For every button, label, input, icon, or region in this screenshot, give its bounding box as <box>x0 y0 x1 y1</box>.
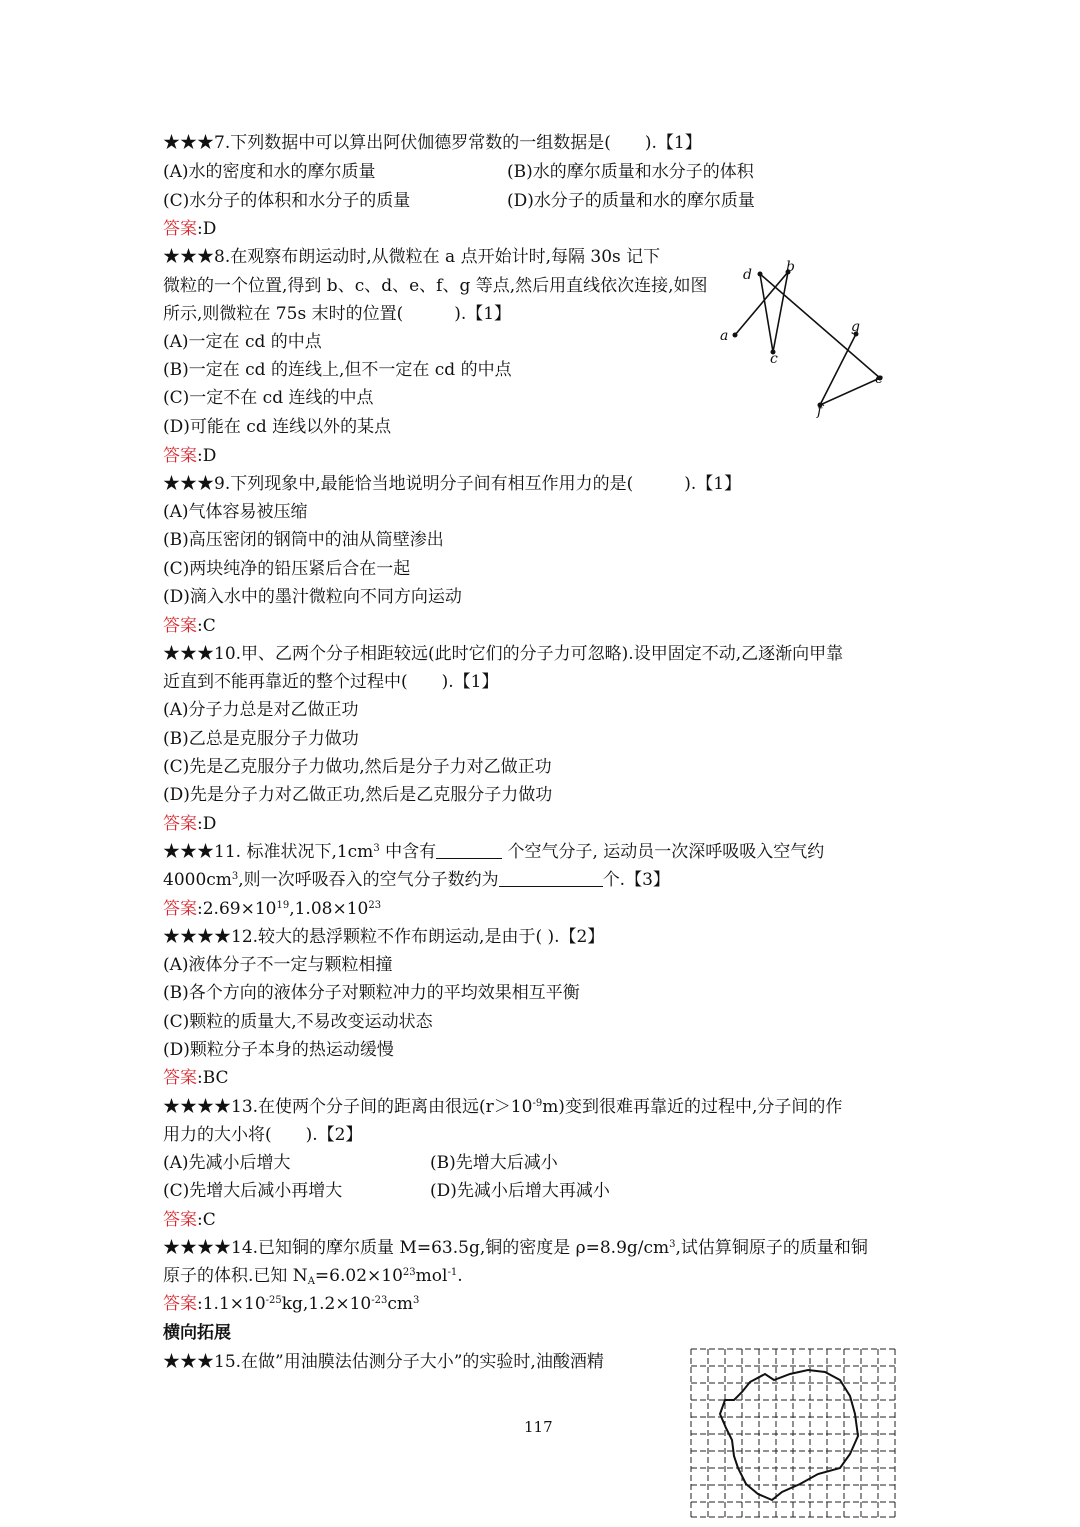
answer-label: 答案 <box>163 1068 197 1088</box>
label-c: c <box>770 351 778 367</box>
label-g: g <box>851 319 860 335</box>
answer-label: 答案 <box>163 814 197 834</box>
answer-value: :BC <box>197 1068 229 1088</box>
q12-option-a: (A)液体分子不一定与颗粒相撞 <box>163 955 393 975</box>
q12-answer <box>163 1066 229 1090</box>
answer-value: :C <box>197 1210 216 1230</box>
q10-option-b: (B)乙总是克服分子力做功 <box>163 729 359 749</box>
q12-option-c: (C)颗粒的质量大,不易改变运动状态 <box>163 1012 433 1032</box>
answer-label: 答案 <box>163 219 197 239</box>
q8-stem-line3: 所示,则微粒在 75s 末时的位置( ).【1】 <box>163 304 512 324</box>
page-number: 117 <box>524 1418 553 1436</box>
q10-option-d: (D)先是分子力对乙做正功,然后是乙克服分子力做功 <box>163 785 553 805</box>
q9-option-a: (A)气体容易被压缩 <box>163 502 308 522</box>
q11-answer: 答案$:2.69\times 10^{19},1.08\times 10^{23}$ <box>163 899 382 919</box>
q9-stem: ★★★9.下列现象中,最能恰当地说明分子间有相互作用力的是( ).【1】 <box>163 474 742 494</box>
q13-stem-line1: ★★★★13.在使两个分子间的距离由很远$(r>10^{-9}m)$变到很难再靠近的过程中,分子间的作 <box>163 1097 843 1117</box>
q13-stem-line2: 用力的大小将( ).【2】 <box>163 1125 363 1145</box>
q13-option-a: (A)先减小后增大 <box>163 1153 291 1173</box>
q10-answer <box>163 812 216 836</box>
answer-label: 答案 <box>163 899 197 919</box>
brownian-path-figure <box>710 255 900 425</box>
q9-option-c: (C)两块纯净的铅压紧后合在一起 <box>163 559 411 579</box>
fill-blank-2[interactable] <box>499 870 603 887</box>
q8-answer <box>163 444 216 468</box>
q7-stem: ★★★7.下列数据中可以算出阿伏伽德罗常数的一组数据是( ).【1】 <box>163 133 702 153</box>
q12-stem: ★★★★12.较大的悬浮颗粒不作布朗运动,是由于( ).【2】 <box>163 927 605 947</box>
q11-stem-line2: $4000cm^3$,则一次呼吸吞入的空气分子数约为 个.【3】 <box>163 870 670 890</box>
q12-option-d: (D)颗粒分子本身的热运动缓慢 <box>163 1040 394 1060</box>
q7-option-c: (C)水分子的体积和水分子的质量 <box>163 191 411 211</box>
label-e: e <box>875 371 884 387</box>
q8-option-d: (D)可能在 cd 连线以外的某点 <box>163 417 392 437</box>
point-d <box>758 272 763 277</box>
answer-value: :D <box>197 219 217 239</box>
answer-label: 答案 <box>163 446 197 466</box>
oil-film-outline <box>720 1370 858 1500</box>
q10-stem-line1: ★★★10.甲、乙两个分子相距较远(此时它们的分子力可忽略).设甲固定不动,乙逐渐向甲靠 <box>163 644 844 664</box>
q10-stem-line2: 近直到不能再靠近的整个过程中( ).【1】 <box>163 672 499 692</box>
q9-answer <box>163 614 216 638</box>
answer-label: 答案 <box>163 616 197 636</box>
oil-film-grid-figure <box>690 1348 896 1518</box>
q12-option-b: (B)各个方向的液体分子对颗粒冲力的平均效果相互平衡 <box>163 983 580 1003</box>
q13-option-b: (B)先增大后减小 <box>430 1153 558 1173</box>
q10-option-c: (C)先是乙克服分子力做功,然后是分子力对乙做正功 <box>163 757 552 777</box>
q9-option-b: (B)高压密闭的钢筒中的油从筒壁渗出 <box>163 530 444 550</box>
label-f: f <box>817 403 823 419</box>
q7-answer <box>163 217 216 241</box>
brownian-path <box>735 272 880 405</box>
answer-value: :D <box>197 814 217 834</box>
q8-stem-line1: ★★★8.在观察布朗运动时,从微粒在 a 点开始计时,每隔 30s 记下 <box>163 247 661 267</box>
answer-label: 答案 <box>163 1210 197 1230</box>
q11-stem-line1: ★★★11. 标准状况下$,1cm^3$ 中含有 个空气分子, 运动员一次深呼吸吸入空气约 <box>163 842 825 862</box>
answer-value: :C <box>197 616 216 636</box>
answer-label: 答案 <box>163 1294 197 1314</box>
label-a: a <box>720 328 729 344</box>
q14-answer: 答案$:1.1\times 10^{-25}kg,1.2\times 10^{-23}cm^3$ <box>163 1294 420 1314</box>
q7-option-b: (B)水的摩尔质量和水分子的体积 <box>507 162 754 182</box>
q15-stem: ★★★15.在做”用油膜法估测分子大小”的实验时,油酸酒精 <box>163 1352 604 1372</box>
section-heading: 横向拓展 <box>163 1323 231 1343</box>
q10-option-a: (A)分子力总是对乙做正功 <box>163 700 359 720</box>
point-a <box>733 333 738 338</box>
q8-stem-line2: 微粒的一个位置,得到 b、c、d、e、f、g 等点,然后用直线依次连接,如图 <box>163 276 708 296</box>
q14-stem-line1: ★★★★14.已知铜的摩尔质量 M=63.5g,铜的密度是 $\rho=8.9g/cm^3$,试估算铜原子的质量和铜 <box>163 1238 868 1258</box>
q13-option-d: (D)先减小后增大再减小 <box>430 1181 610 1201</box>
q8-option-c: (C)一定不在 cd 连线的中点 <box>163 388 374 408</box>
answer-value: :D <box>197 446 217 466</box>
q13-option-c: (C)先增大后减小再增大 <box>163 1181 343 1201</box>
label-b: b <box>786 259 795 275</box>
q13-answer <box>163 1208 216 1232</box>
fill-blank-1[interactable] <box>436 842 502 859</box>
q8-option-a: (A)一定在 cd 的中点 <box>163 332 322 352</box>
q9-option-d: (D)滴入水中的墨汁微粒向不同方向运动 <box>163 587 462 607</box>
q8-option-b: (B)一定在 cd 的连线上,但不一定在 cd 的中点 <box>163 360 512 380</box>
q14-stem-line2: 原子的体积.已知 $N_A=6.02\times 10^{23}mol^{-1}$. <box>163 1266 463 1287</box>
q7-option-a: (A)水的密度和水的摩尔质量 <box>163 162 376 182</box>
q7-option-d: (D)水分子的质量和水的摩尔质量 <box>507 191 755 211</box>
label-d: d <box>743 267 752 283</box>
